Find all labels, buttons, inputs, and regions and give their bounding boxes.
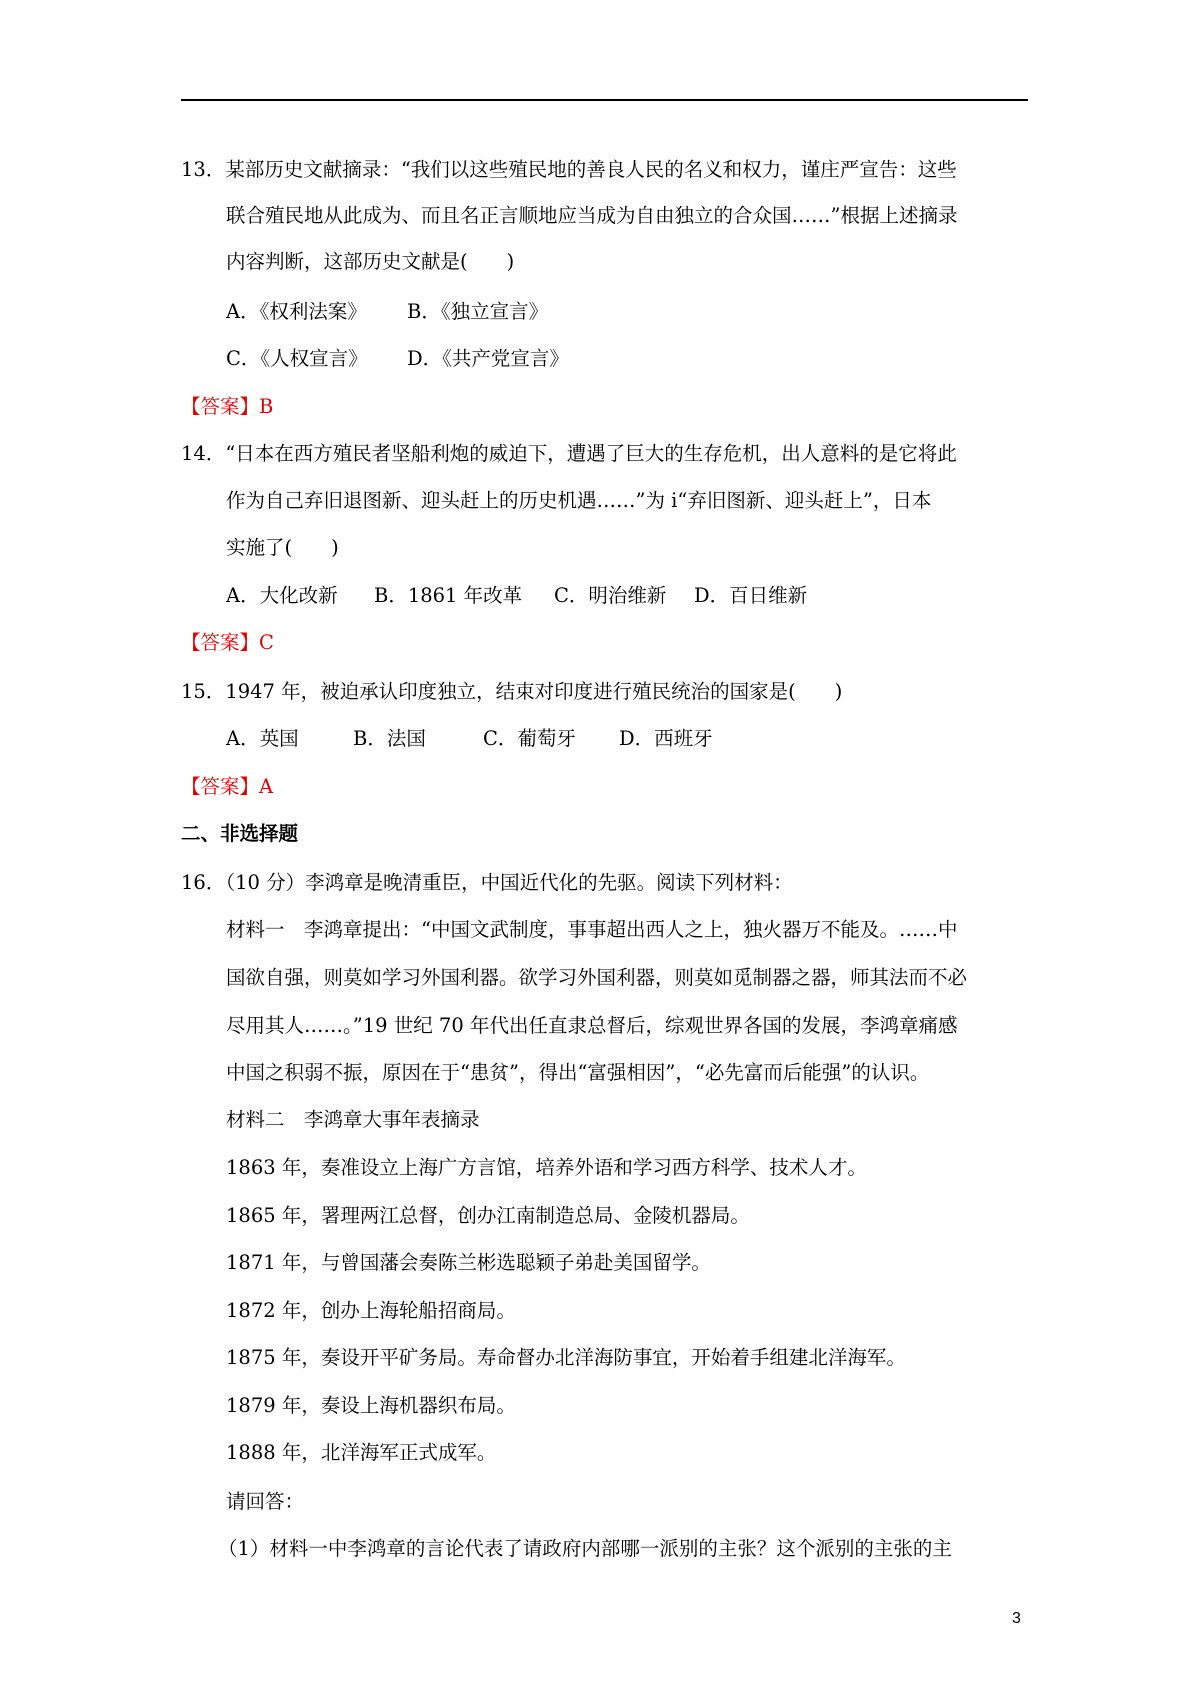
q13-line-2: 联合殖民地从此成为、而且名正言顺地应当成为自由独立的合众国……”根据上述摘录 (226, 204, 958, 227)
q14-option-a[interactable]: A．大化改新 (226, 584, 338, 607)
q14-line-1: 14．“日本在西方殖民者坚船利炮的威迫下，遭遇了巨大的生存危机，出人意料的是它将此 (181, 442, 957, 465)
section-2-title: 二、非选择题 (181, 822, 299, 845)
page-number: 3 (1012, 1610, 1021, 1627)
timeline-event: 1871 年，与曾国藩会奏陈兰彬选聪颖子弟赴美国留学。 (226, 1251, 711, 1274)
q13-option-a[interactable]: A．《权利法案》 (226, 300, 367, 323)
q16-material-2-title: 材料二 李鸿章大事年表摘录 (226, 1108, 480, 1131)
timeline-event: 1879 年，奏设上海机器织布局。 (226, 1394, 516, 1417)
timeline-event: 1888 年，北洋海军正式成军。 (226, 1441, 497, 1464)
header-rule (181, 99, 1028, 101)
q14-line-2: 作为自己弃旧退图新、迎头赶上的历史机遇……”为 i“弃旧图新、迎头赶上”，日本 (226, 489, 932, 512)
q15-options-row (226, 726, 713, 752)
q16-prompt: 请回答： (226, 1490, 305, 1513)
q15-option-c[interactable]: C．葡萄牙 (483, 727, 576, 750)
q13-line-1: 13．某部历史文献摘录：“我们以这些殖民地的善良人民的名义和权力，谨庄严宣告：这些 (181, 158, 957, 181)
q14-option-d[interactable]: D．百日维新 (694, 584, 808, 607)
q16-sub-question-1: （1）材料一中李鸿章的言论代表了请政府内部哪一派别的主张？这个派别的主张的主 (218, 1537, 952, 1560)
timeline-event: 1875 年，奏设开平矿务局。寿命督办北洋海防事宜，开始着手组建北洋海军。 (226, 1346, 906, 1369)
timeline-event: 1863 年，奏准设立上海广方言馆，培养外语和学习西方科学、技术人才。 (226, 1156, 867, 1179)
q13-options-row-1 (226, 299, 548, 325)
q15-option-b[interactable]: B．法国 (353, 727, 426, 750)
q14-option-c[interactable]: C．明治维新 (554, 584, 667, 607)
q15-line-1: 15．1947 年，被迫承认印度独立，结束对印度进行殖民统治的国家是( ) (181, 680, 843, 703)
q16-material-1-line-1: 材料一 李鸿章提出：“中国文武制度，事事超出西人之上，独火器万不能及。……中 (226, 918, 958, 941)
q16-intro: 16．（10 分）李鸿章是晚清重臣，中国近代化的先驱。阅读下列材料： (181, 871, 793, 894)
q15-option-d[interactable]: D．西班牙 (619, 727, 713, 750)
q13-answer: 【答案】B (181, 395, 274, 418)
q13-option-b[interactable]: B．《独立宣言》 (407, 300, 549, 323)
q14-answer: 【答案】C (181, 631, 274, 654)
q14-options-row (226, 583, 807, 609)
timeline-event: 1865 年，署理两江总督，创办江南制造总局、金陵机器局。 (226, 1204, 750, 1227)
q14-option-b[interactable]: B．1861 年改革 (374, 584, 523, 607)
q13-option-c[interactable]: C．《人权宣言》 (226, 347, 368, 370)
q16-material-1-line-4: 中国之积弱不振，原因在于“患贫”，得出“富强相因”，“必先富而后能强”的认识。 (226, 1061, 930, 1084)
q16-material-1-line-3: 尽用其人……。”19 世纪 70 年代出任直隶总督后，综观世界各国的发展，李鸿章痛感 (226, 1014, 958, 1037)
timeline-event: 1872 年，创办上海轮船招商局。 (226, 1299, 516, 1322)
q13-option-d[interactable]: D．《共产党宣言》 (407, 347, 569, 370)
q15-option-a[interactable]: A．英国 (226, 727, 299, 750)
q13-line-3: 内容判断，这部历史文献是( ) (226, 250, 515, 273)
q14-line-3: 实施了( ) (226, 536, 339, 559)
q15-answer: 【答案】A (181, 775, 274, 798)
q16-material-1-line-2: 国欲自强，则莫如学习外国利器。欲学习外国利器，则莫如觅制器之器，师其法而不必 (226, 966, 968, 989)
q13-options-row-2 (226, 346, 569, 372)
